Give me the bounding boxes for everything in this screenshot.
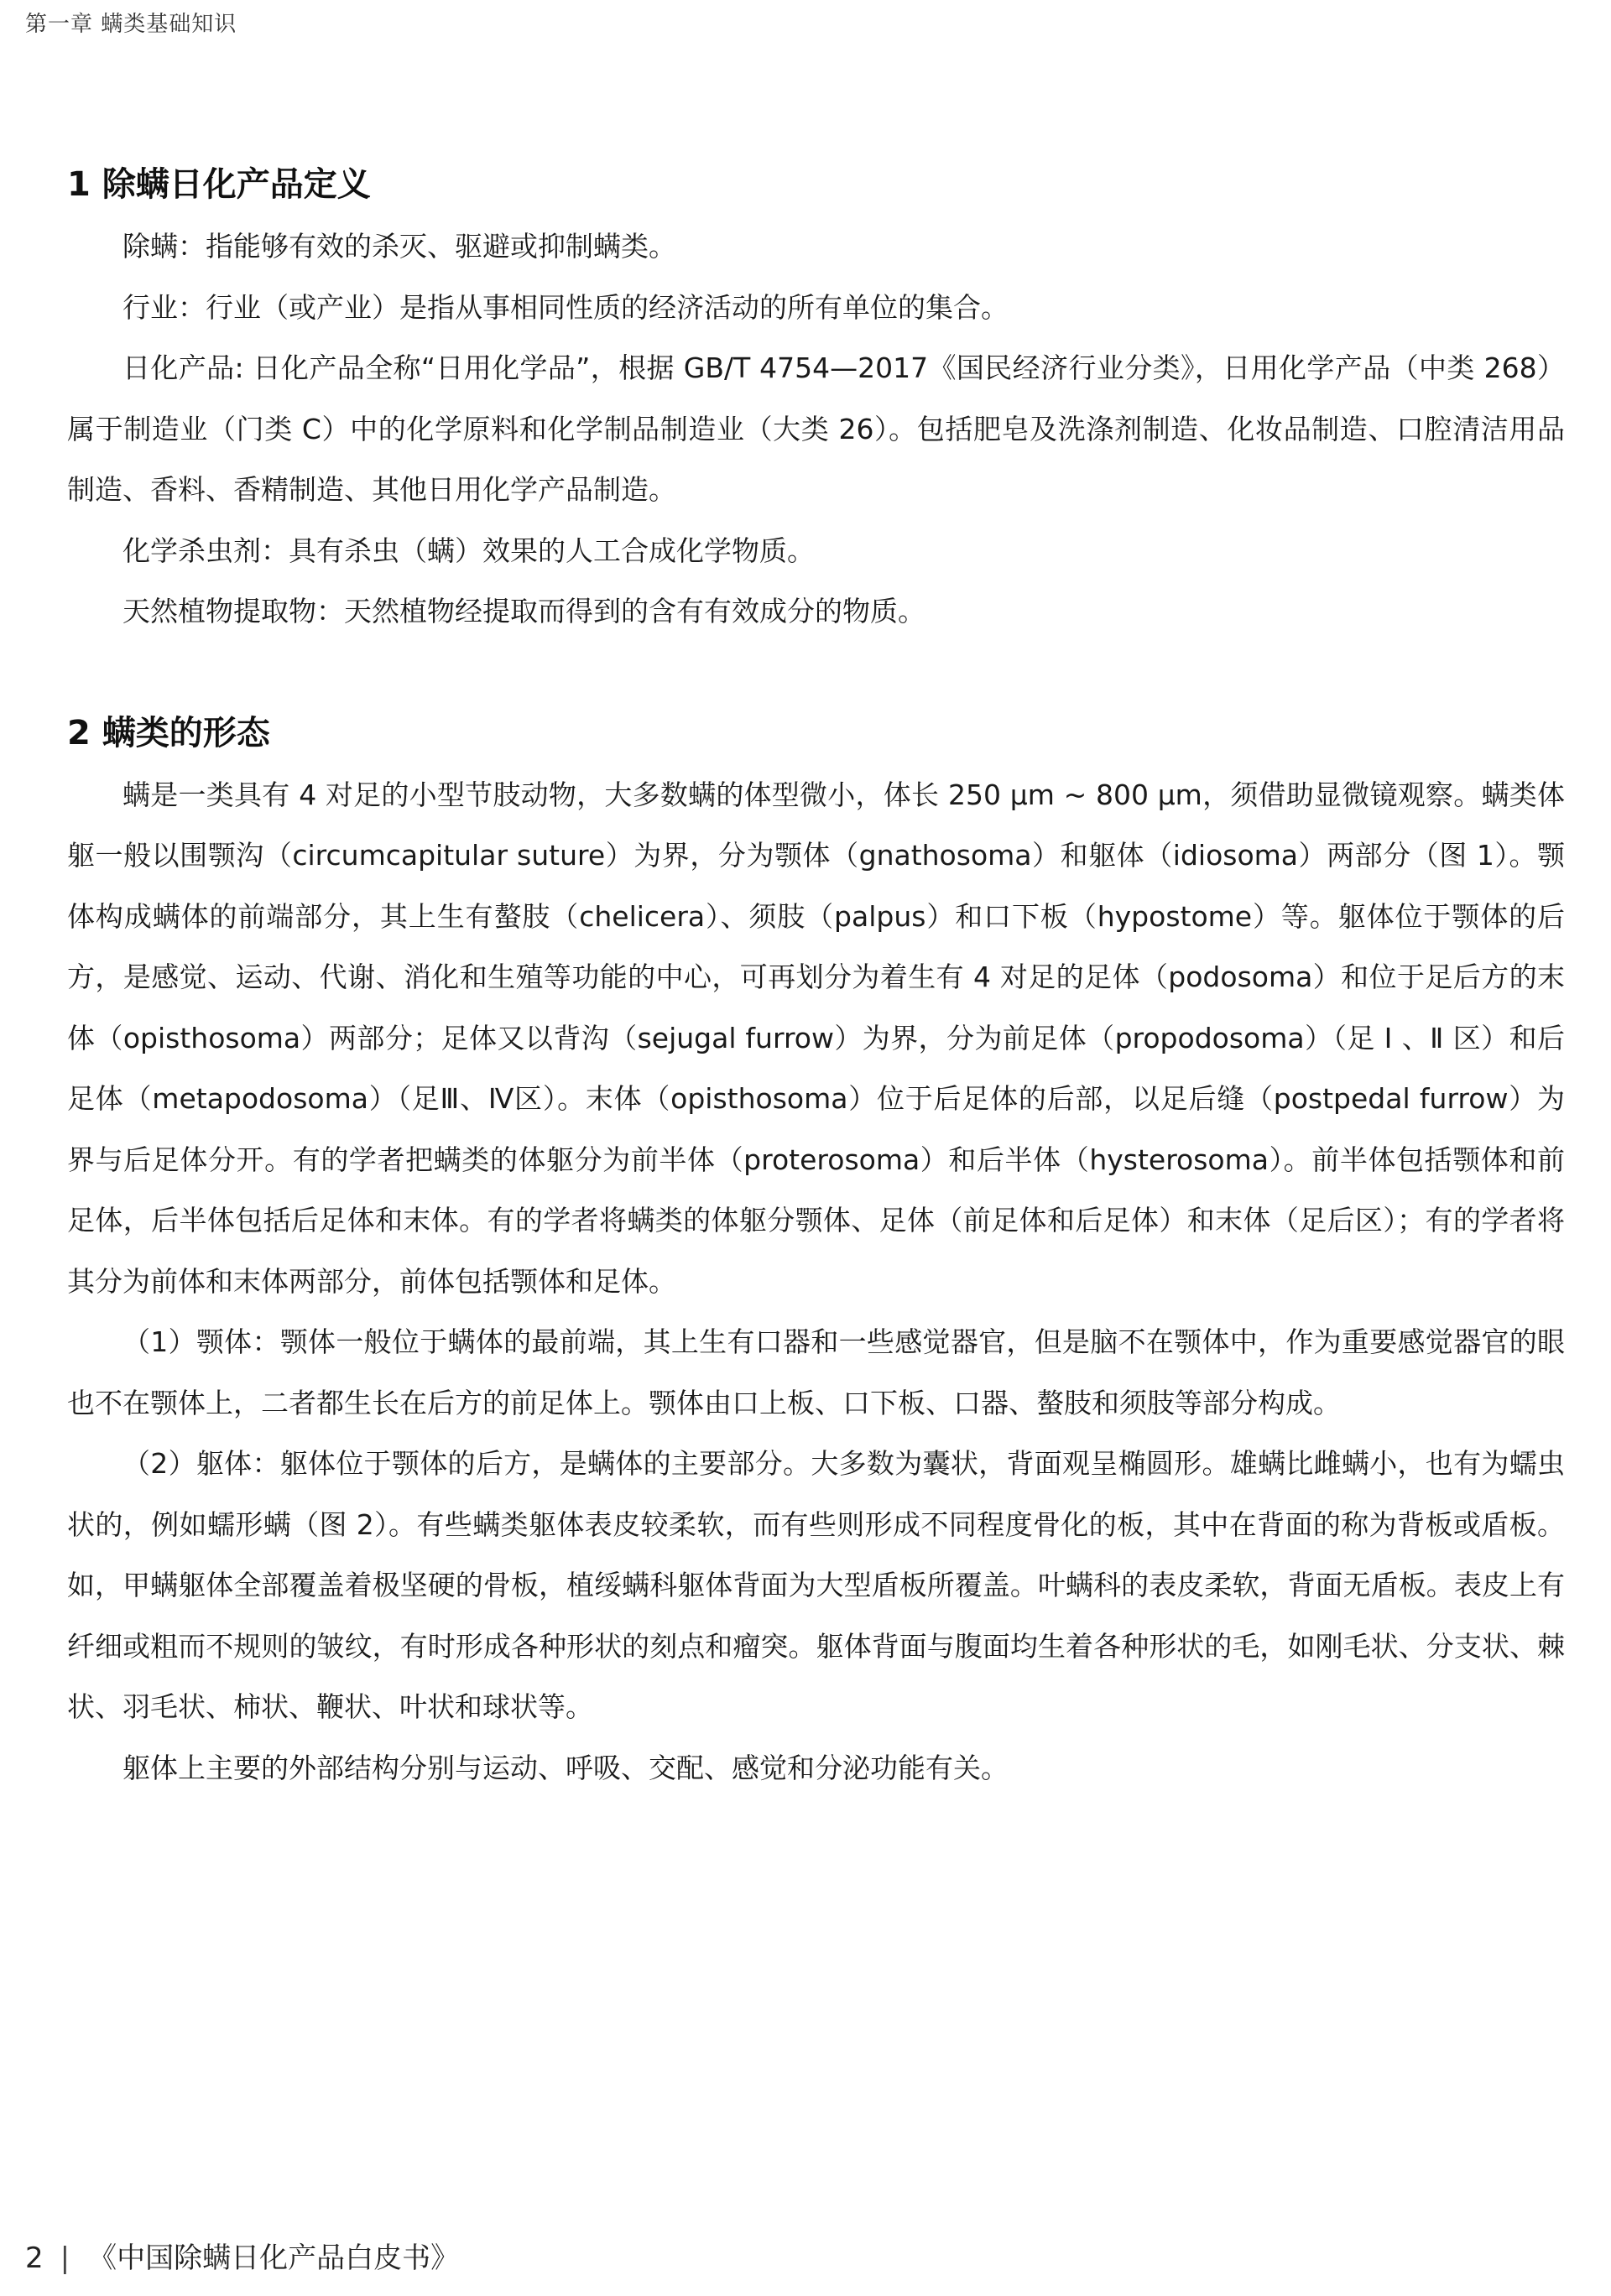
section-1-heading: 1 除螨日化产品定义: [67, 165, 371, 204]
page-footer: [25, 2235, 459, 2276]
morphology-paragraph: 躯体上主要的外部结构分别与运动、呼吸、交配、感觉和分泌功能有关。: [123, 1751, 1009, 1784]
page-content: [67, 151, 1565, 1799]
definition-paragraph: 行业：行业（或产业）是指从事相同性质的经济活动的所有单位的集合。: [123, 290, 1009, 324]
definition-paragraph: 化学杀虫剂：具有杀虫（螨）效果的人工合成化学物质。: [123, 534, 815, 567]
book-title: 《中国除螨日化产品白皮书》: [88, 2241, 460, 2275]
page-number: 2: [25, 2241, 44, 2275]
morphology-paragraph: （2）躯体：躯体位于颚体的后方，是螨体的主要部分。大多数为囊状，背面观呈椭圆形。雄螨比雌螨小，也有为蠕虫状的，例如蠕形螨（图 2）。有些螨类躯体表皮较柔软，而有些则形成不同程度骨化的板，其中在背面的称为背板或盾板。如，甲螨躯体全部覆盖着极坚硬的骨板，植绥螨科躯体背面为大型盾板所覆盖。叶螨科的表皮柔软，背面无盾板。表皮上有纤细或粗而不规则的皱纹，有时形成各种形状的刻点和瘤突。躯体背面与腹面均生着各种形状的毛，如刚毛状、分支状、棘状、羽毛状、柿状、鞭状、叶状和球状等。: [67, 1447, 1565, 1723]
definition-paragraph: 天然植物提取物：天然植物经提取而得到的含有有效成分的物质。: [123, 595, 925, 627]
section-2-heading: 2 螨类的形态: [67, 713, 270, 752]
morphology-paragraph: （1）颚体：颚体一般位于螨体的最前端，其上生有口器和一些感觉器官，但是脑不在颚体中，作为重要感觉器官的眼也不在颚体上，二者都生长在后方的前足体上。颚体由口上板、口下板、口器、螯肢和须肢等部分构成。: [67, 1325, 1565, 1419]
definition-paragraph: 除螨：指能够有效的杀灭、驱避或抑制螨类。: [123, 230, 676, 263]
running-head: 第一章 螨类基础知识: [25, 12, 237, 37]
morphology-paragraph: 螨是一类具有 4 对足的小型节肢动物，大多数螨的体型微小，体长 250 μm ~ 800 μm，须借助显微镜观察。螨类体躯一般以围颚沟（circumcapitular suture）为界，分为颚体（gnathosoma）和躯体（idiosoma）两部分（图 1）。颚体构成螨体的前端部分，其上生有螯肢（chelicera）、须肢（palpus）和口下板（hypostome）等。躯体位于颚体的后方，是感觉、运动、代谢、消化和生殖等功能的中心，可再划分为着生有 4 对足的足体（podosoma）和位于足后方的末体（opisthosoma）两部分；足体又以背沟（sejugal furrow）为界，分为前足体（propodosoma）（足 Ⅰ 、Ⅱ 区）和后足体（metapodosoma）（足Ⅲ、Ⅳ区）。末体（opisthosoma）位于后足体的后部，以足后缝（postpedal furrow）为界与后足体分开。有的学者把螨类的体躯分为前半体（proterosoma）和后半体（hysterosoma）。前半体包括颚体和前足体，后半体包括后足体和末体。有的学者将螨类的体躯分颚体、足体（前足体和后足体）和末体（足后区）；有的学者将其分为前体和末体两部分，前体包括颚体和足体。: [67, 778, 1565, 1298]
definition-paragraph: 日化产品: 日化产品全称“日用化学品”，根据 GB/T 4754—2017《国民经济行业分类》，日用化学产品（中类 268）属于制造业（门类 C）中的化学原料和化学制品制造业（大类 26）。包括肥皂及洗涤剂制造、化妆品制造、口腔清洁用品制造、香料、香精制造、其他日用化学产品制造。: [67, 351, 1565, 506]
footer-separator: |: [60, 2241, 70, 2275]
